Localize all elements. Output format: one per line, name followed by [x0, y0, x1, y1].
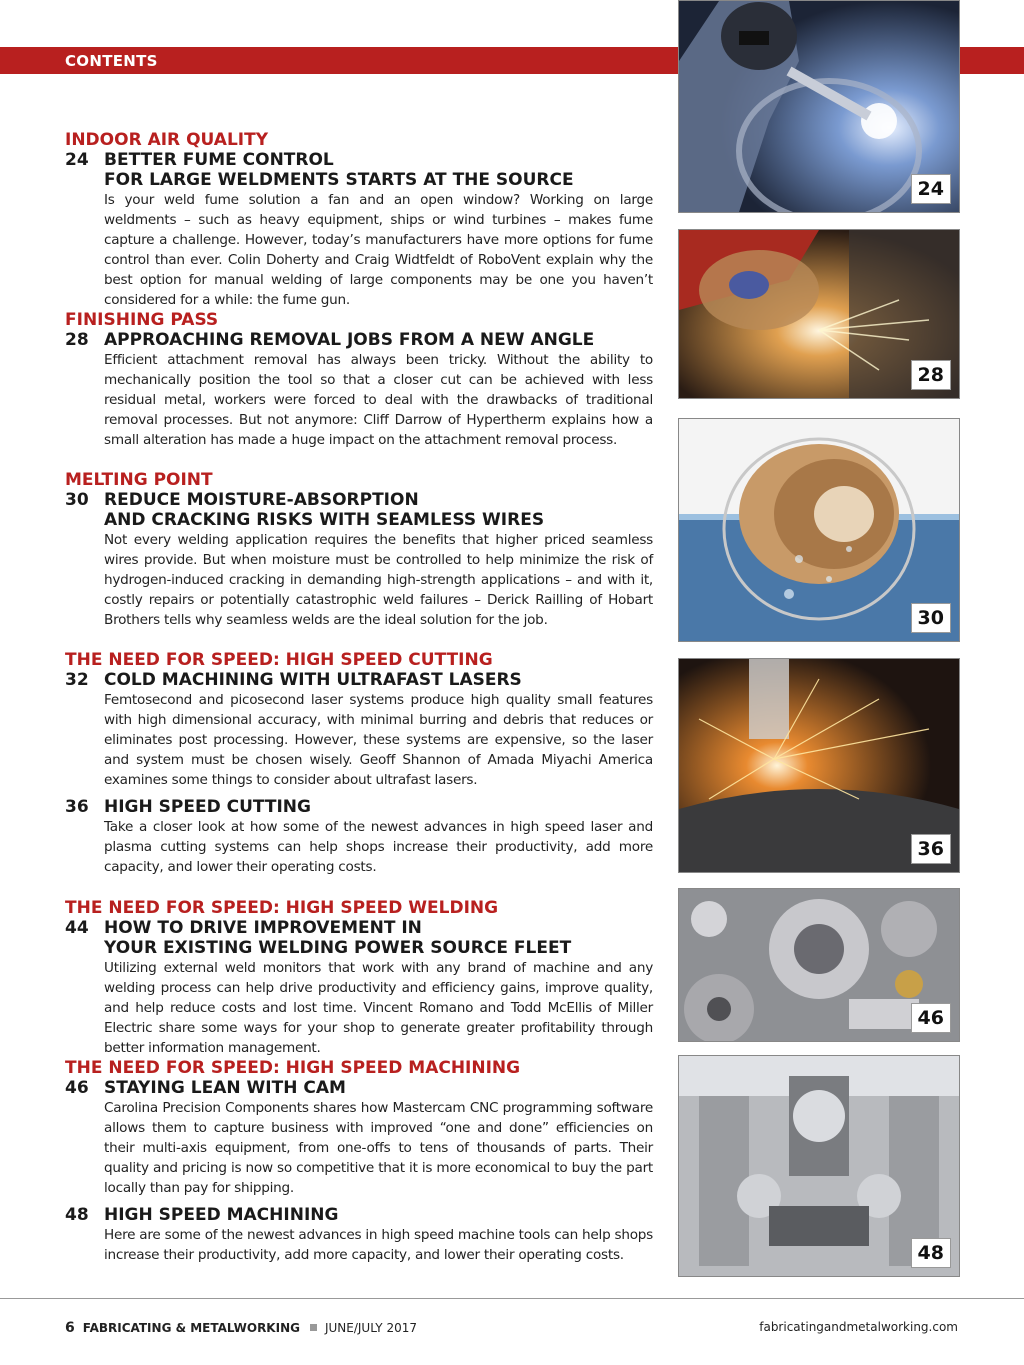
article-page-number: 24 — [65, 150, 89, 170]
article-title-line: COLD MACHINING WITH ULTRAFAST LASERS — [104, 670, 522, 690]
article-title-line: HOW TO DRIVE IMPROVEMENT IN — [104, 918, 422, 938]
footer-website-link[interactable]: fabricatingandmetalworking.com — [759, 1320, 958, 1334]
section-high-speed-machining — [65, 1058, 665, 1265]
article-page-number: 44 — [65, 918, 89, 938]
article-title — [104, 330, 665, 350]
article-description: Not every welding application requires the benefits that higher priced seamless wires provide. But when moisture must be controlled to help minimize the risk of hydrogen-induced cracking in demanding high-strength applications – and with it, costly repairs or potentially catastrophic weld failures – Derick Railling of Hobart Brothers tells why seamless welds are the ideal solution for the job. — [104, 532, 653, 628]
article-description: Femtosecond and picosecond laser systems produce high quality small features with high dimensional accuracy, with minimal burring and debris that reduces or eliminates post processing. However, these systems are expensive, so the laser and system must be chosen wisely. Geoff Shannon of Amada Miyachi America examines some things to consider about ultrafast lasers. — [104, 692, 653, 788]
article-title — [104, 918, 665, 958]
footer-issue: JUNE/JULY 2017 — [324, 1321, 417, 1335]
section-title: MELTING POINT — [65, 470, 213, 490]
laser-sparks-photo[interactable] — [678, 658, 960, 873]
photo-page-label: 46 — [911, 1003, 951, 1033]
article-description: Carolina Precision Components shares how Mastercam CNC programming software allows them to capture business with improved “one and done” efficiencies on their multi-axis equipment, from one-offs to tens of thousands of parts. Their quality and pricing is now so competitive that it is more economical to buy the part locally than pay for shipping. — [104, 1100, 653, 1196]
article-title-line: AND CRACKING RISKS WITH SEAMLESS WIRES — [104, 510, 545, 530]
photo-page-label: 30 — [911, 603, 951, 633]
article-title-line: YOUR EXISTING WELDING POWER SOURCE FLEET — [104, 938, 572, 958]
article-44[interactable] — [65, 918, 665, 1058]
article-title — [104, 1205, 665, 1225]
photo-page-label: 28 — [911, 360, 951, 390]
section-high-speed-welding — [65, 898, 665, 1058]
article-title-line: STAYING LEAN WITH CAM — [104, 1078, 346, 1098]
photo-page-label: 48 — [911, 1238, 951, 1268]
section-title: THE NEED FOR SPEED: HIGH SPEED CUTTING — [65, 650, 493, 670]
article-title-line: FOR LARGE WELDMENTS STARTS AT THE SOURCE — [104, 170, 574, 190]
wire-spool-water-photo[interactable] — [678, 418, 960, 642]
article-title — [104, 1078, 665, 1098]
article-48[interactable] — [65, 1205, 665, 1265]
footer-page-number: 6 — [65, 1320, 75, 1336]
article-description: Take a closer look at how some of the newest advances in high speed laser and plasma cutting systems can help shops increase their productivity, add more capacity, and lower their operating costs. — [104, 819, 653, 875]
section-indoor-air-quality — [65, 130, 665, 310]
section-finishing-pass — [65, 310, 665, 450]
article-title-line: REDUCE MOISTURE-ABSORPTION — [104, 490, 419, 510]
article-title — [104, 490, 665, 530]
footer-left — [65, 1320, 417, 1336]
photo-page-label: 24 — [911, 174, 951, 204]
article-description: Efficient attachment removal has always been tricky. Without the ability to mechanically position the tool so that a closer cut can be achieved with less residual metal, workers were forced to deal with the drawbacks of traditional removal processes. But not anymore: Cliff Darrow of Hypertherm explains how a small alteration has made a huge impact on the attachment removal process. — [104, 352, 653, 448]
section-title: THE NEED FOR SPEED: HIGH SPEED MACHINING — [65, 1058, 521, 1078]
cnc-machine-photo[interactable] — [678, 1055, 960, 1277]
footer-separator-icon — [310, 1324, 317, 1331]
article-title-line: BETTER FUME CONTROL — [104, 150, 334, 170]
section-title: THE NEED FOR SPEED: HIGH SPEED WELDING — [65, 898, 499, 918]
footer-magazine-name: FABRICATING & METALWORKING — [82, 1321, 300, 1335]
article-title-line: APPROACHING REMOVAL JOBS FROM A NEW ANGLE — [104, 330, 595, 350]
article-28[interactable] — [65, 330, 665, 450]
article-36[interactable] — [65, 797, 665, 877]
article-title — [104, 670, 665, 690]
article-46[interactable] — [65, 1078, 665, 1198]
article-title — [104, 797, 665, 817]
page-title: CONTENTS — [65, 52, 158, 70]
photo-page-label: 36 — [911, 834, 951, 864]
article-24[interactable] — [65, 150, 665, 310]
section-high-speed-cutting — [65, 650, 665, 877]
article-page-number: 30 — [65, 490, 89, 510]
section-melting-point — [65, 470, 665, 630]
section-title: FINISHING PASS — [65, 310, 219, 330]
section-title: INDOOR AIR QUALITY — [65, 130, 269, 150]
welder-photo[interactable] — [678, 0, 960, 213]
article-page-number: 46 — [65, 1078, 89, 1098]
article-page-number: 48 — [65, 1205, 89, 1225]
article-30[interactable] — [65, 490, 665, 630]
article-description: Utilizing external weld monitors that work with any brand of machine and any welding process can help drive productivity and efficiency gains, improve quality, and help reduce costs and lost time. Vincent Romano and Todd McEllis of Miller Electric share some ways for your shop to generate greater profitability through better information management. — [104, 960, 653, 1056]
torch-cutting-photo[interactable] — [678, 229, 960, 399]
article-page-number: 36 — [65, 797, 89, 817]
article-description: Is your weld fume solution a fan and an open window? Working on large weldments – such as heavy equipment, ships or wind turbines – makes fume capture a challenge. However, today’s manufacturers have more options for fume control than ever. Colin Doherty and Craig Widtfeldt of RoboVent explain why the best option for manual welding of large components may be one you haven’t considered for a while: the fume gun. — [104, 192, 653, 308]
article-title — [104, 150, 665, 190]
article-description: Here are some of the newest advances in high speed machine tools can help shops increase their productivity, add more capacity, and lower their operating costs. — [104, 1227, 653, 1263]
article-32[interactable] — [65, 670, 665, 790]
footer-divider — [0, 1298, 1024, 1299]
article-title-line: HIGH SPEED MACHINING — [104, 1205, 339, 1225]
article-page-number: 28 — [65, 330, 89, 350]
machined-parts-photo[interactable] — [678, 888, 960, 1042]
article-title-line: HIGH SPEED CUTTING — [104, 797, 311, 817]
article-page-number: 32 — [65, 670, 89, 690]
